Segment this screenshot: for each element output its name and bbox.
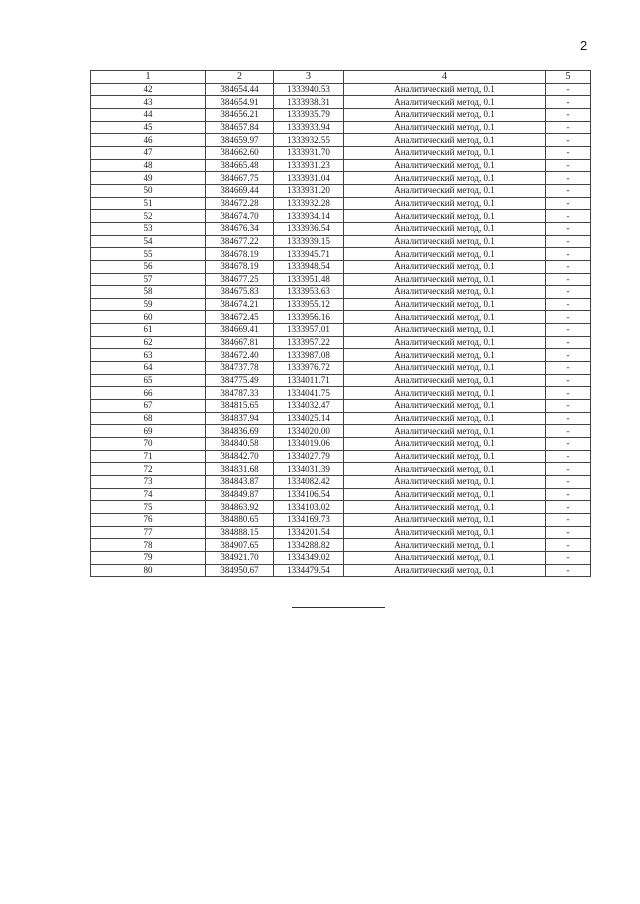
cell-y: 1334288.82 [274, 539, 344, 552]
cell-point-number: 80 [91, 564, 206, 577]
table-row [91, 336, 591, 349]
cell-point-number: 45 [91, 121, 206, 134]
cell-x: 384837.94 [206, 412, 274, 425]
table-row [91, 539, 591, 552]
cell-x: 384815.65 [206, 400, 274, 413]
cell-method: Аналитический метод, 0.1 [344, 273, 546, 286]
cell-method: Аналитический метод, 0.1 [344, 172, 546, 185]
cell-x: 384654.44 [206, 83, 274, 96]
column-header-x: 2 [206, 71, 274, 84]
cell-y: 1333956.16 [274, 311, 344, 324]
cell-y: 1333934.14 [274, 210, 344, 223]
cell-point-number: 56 [91, 260, 206, 273]
cell-description: - [546, 488, 591, 501]
cell-y: 1333931.04 [274, 172, 344, 185]
table-row [91, 387, 591, 400]
cell-method: Аналитический метод, 0.1 [344, 286, 546, 299]
table-row [91, 463, 591, 476]
table-row [91, 298, 591, 311]
table-row [91, 134, 591, 147]
cell-x: 384674.70 [206, 210, 274, 223]
table-row [91, 222, 591, 235]
cell-method: Аналитический метод, 0.1 [344, 362, 546, 375]
cell-description: - [546, 108, 591, 121]
cell-y: 1334011.71 [274, 374, 344, 387]
table-row [91, 476, 591, 489]
cell-y: 1333931.20 [274, 184, 344, 197]
cell-x: 384921.70 [206, 551, 274, 564]
cell-y: 1333932.55 [274, 134, 344, 147]
cell-description: - [546, 526, 591, 539]
cell-description: - [546, 463, 591, 476]
table-row [91, 311, 591, 324]
cell-y: 1334031.39 [274, 463, 344, 476]
cell-point-number: 68 [91, 412, 206, 425]
cell-description: - [546, 260, 591, 273]
cell-x: 384831.68 [206, 463, 274, 476]
cell-description: - [546, 298, 591, 311]
cell-description: - [546, 83, 591, 96]
cell-y: 1333940.53 [274, 83, 344, 96]
cell-method: Аналитический метод, 0.1 [344, 349, 546, 362]
cell-y: 1334041.75 [274, 387, 344, 400]
cell-x: 384849.87 [206, 488, 274, 501]
cell-description: - [546, 501, 591, 514]
cell-y: 1334027.79 [274, 450, 344, 463]
column-header-method: 4 [344, 71, 546, 84]
cell-y: 1333932.28 [274, 197, 344, 210]
cell-method: Аналитический метод, 0.1 [344, 488, 546, 501]
cell-method: Аналитический метод, 0.1 [344, 463, 546, 476]
cell-x: 384880.65 [206, 513, 274, 526]
cell-description: - [546, 539, 591, 552]
cell-point-number: 54 [91, 235, 206, 248]
cell-point-number: 63 [91, 349, 206, 362]
cell-description: - [546, 564, 591, 577]
cell-method: Аналитический метод, 0.1 [344, 260, 546, 273]
cell-x: 384672.40 [206, 349, 274, 362]
table-row [91, 400, 591, 413]
cell-method: Аналитический метод, 0.1 [344, 564, 546, 577]
table-row [91, 374, 591, 387]
cell-point-number: 44 [91, 108, 206, 121]
cell-point-number: 53 [91, 222, 206, 235]
cell-x: 384672.45 [206, 311, 274, 324]
cell-method: Аналитический метод, 0.1 [344, 235, 546, 248]
cell-x: 384863.92 [206, 501, 274, 514]
cell-y: 1333945.71 [274, 248, 344, 261]
cell-x: 384836.69 [206, 425, 274, 438]
cell-point-number: 77 [91, 526, 206, 539]
cell-x: 384672.28 [206, 197, 274, 210]
cell-method: Аналитический метод, 0.1 [344, 513, 546, 526]
cell-point-number: 52 [91, 210, 206, 223]
table-row [91, 412, 591, 425]
table-row [91, 564, 591, 577]
cell-point-number: 59 [91, 298, 206, 311]
cell-y: 1333955.12 [274, 298, 344, 311]
table-row [91, 501, 591, 514]
cell-method: Аналитический метод, 0.1 [344, 121, 546, 134]
cell-point-number: 43 [91, 96, 206, 109]
cell-method: Аналитический метод, 0.1 [344, 400, 546, 413]
cell-method: Аналитический метод, 0.1 [344, 501, 546, 514]
cell-y: 1333935.79 [274, 108, 344, 121]
cell-description: - [546, 197, 591, 210]
cell-y: 1334106.54 [274, 488, 344, 501]
cell-point-number: 58 [91, 286, 206, 299]
cell-y: 1333987.08 [274, 349, 344, 362]
cell-description: - [546, 248, 591, 261]
cell-x: 384677.22 [206, 235, 274, 248]
cell-point-number: 51 [91, 197, 206, 210]
cell-method: Аналитический метод, 0.1 [344, 551, 546, 564]
column-header-point-number: 1 [91, 71, 206, 84]
cell-x: 384657.84 [206, 121, 274, 134]
coordinates-table-body [91, 71, 591, 577]
table-row [91, 438, 591, 451]
cell-y: 1333936.54 [274, 222, 344, 235]
cell-description: - [546, 425, 591, 438]
cell-description: - [546, 210, 591, 223]
cell-y: 1333976.72 [274, 362, 344, 375]
table-row [91, 286, 591, 299]
cell-method: Аналитический метод, 0.1 [344, 374, 546, 387]
cell-method: Аналитический метод, 0.1 [344, 324, 546, 337]
cell-point-number: 69 [91, 425, 206, 438]
cell-x: 384669.44 [206, 184, 274, 197]
cell-method: Аналитический метод, 0.1 [344, 96, 546, 109]
cell-y: 1333931.23 [274, 159, 344, 172]
cell-description: - [546, 311, 591, 324]
cell-description: - [546, 96, 591, 109]
cell-method: Аналитический метод, 0.1 [344, 526, 546, 539]
cell-method: Аналитический метод, 0.1 [344, 425, 546, 438]
cell-x: 384775.49 [206, 374, 274, 387]
cell-method: Аналитический метод, 0.1 [344, 539, 546, 552]
cell-x: 384678.19 [206, 260, 274, 273]
cell-y: 1334349.02 [274, 551, 344, 564]
cell-x: 384888.15 [206, 526, 274, 539]
cell-point-number: 57 [91, 273, 206, 286]
cell-x: 384843.87 [206, 476, 274, 489]
cell-y: 1333951.48 [274, 273, 344, 286]
table-row [91, 488, 591, 501]
cell-point-number: 50 [91, 184, 206, 197]
coordinates-table [90, 70, 591, 577]
cell-method: Аналитический метод, 0.1 [344, 412, 546, 425]
cell-method: Аналитический метод, 0.1 [344, 184, 546, 197]
table-row [91, 260, 591, 273]
cell-description: - [546, 551, 591, 564]
cell-x: 384840.58 [206, 438, 274, 451]
cell-x: 384656.21 [206, 108, 274, 121]
cell-method: Аналитический метод, 0.1 [344, 387, 546, 400]
cell-point-number: 67 [91, 400, 206, 413]
table-row [91, 159, 591, 172]
cell-description: - [546, 374, 591, 387]
cell-x: 384737.78 [206, 362, 274, 375]
cell-point-number: 46 [91, 134, 206, 147]
cell-x: 384674.21 [206, 298, 274, 311]
cell-description: - [546, 172, 591, 185]
table-row [91, 551, 591, 564]
table-row [91, 172, 591, 185]
cell-point-number: 74 [91, 488, 206, 501]
cell-x: 384675.83 [206, 286, 274, 299]
cell-point-number: 48 [91, 159, 206, 172]
table-header-row [91, 71, 591, 84]
cell-x: 384659.97 [206, 134, 274, 147]
cell-point-number: 65 [91, 374, 206, 387]
cell-description: - [546, 146, 591, 159]
cell-point-number: 78 [91, 539, 206, 552]
cell-y: 1333953.63 [274, 286, 344, 299]
table-row [91, 513, 591, 526]
cell-method: Аналитический метод, 0.1 [344, 438, 546, 451]
cell-x: 384678.19 [206, 248, 274, 261]
cell-point-number: 72 [91, 463, 206, 476]
cell-description: - [546, 286, 591, 299]
table-row [91, 324, 591, 337]
cell-point-number: 62 [91, 336, 206, 349]
cell-point-number: 49 [91, 172, 206, 185]
cell-y: 1333957.22 [274, 336, 344, 349]
cell-y: 1334103.02 [274, 501, 344, 514]
cell-x: 384662.60 [206, 146, 274, 159]
cell-x: 384667.75 [206, 172, 274, 185]
cell-point-number: 70 [91, 438, 206, 451]
cell-point-number: 55 [91, 248, 206, 261]
cell-method: Аналитический метод, 0.1 [344, 336, 546, 349]
table-row [91, 184, 591, 197]
cell-y: 1334032.47 [274, 400, 344, 413]
cell-method: Аналитический метод, 0.1 [344, 248, 546, 261]
cell-x: 384907.65 [206, 539, 274, 552]
cell-description: - [546, 513, 591, 526]
cell-point-number: 71 [91, 450, 206, 463]
table-row [91, 121, 591, 134]
cell-description: - [546, 438, 591, 451]
cell-x: 384667.81 [206, 336, 274, 349]
cell-y: 1333948.54 [274, 260, 344, 273]
table-row [91, 248, 591, 261]
cell-point-number: 64 [91, 362, 206, 375]
cell-x: 384665.48 [206, 159, 274, 172]
cell-point-number: 61 [91, 324, 206, 337]
cell-description: - [546, 324, 591, 337]
cell-x: 384669.41 [206, 324, 274, 337]
column-header-description: 5 [546, 71, 591, 84]
cell-y: 1334025.14 [274, 412, 344, 425]
cell-point-number: 60 [91, 311, 206, 324]
cell-method: Аналитический метод, 0.1 [344, 311, 546, 324]
cell-point-number: 79 [91, 551, 206, 564]
cell-y: 1334020.00 [274, 425, 344, 438]
cell-x: 384677.25 [206, 273, 274, 286]
table-row [91, 526, 591, 539]
cell-method: Аналитический метод, 0.1 [344, 298, 546, 311]
cell-description: - [546, 235, 591, 248]
cell-x: 384842.70 [206, 450, 274, 463]
cell-description: - [546, 184, 591, 197]
cell-description: - [546, 336, 591, 349]
cell-method: Аналитический метод, 0.1 [344, 134, 546, 147]
table-row [91, 108, 591, 121]
cell-y: 1334082.42 [274, 476, 344, 489]
cell-point-number: 75 [91, 501, 206, 514]
cell-y: 1333957.01 [274, 324, 344, 337]
table-row [91, 425, 591, 438]
cell-method: Аналитический метод, 0.1 [344, 146, 546, 159]
cell-description: - [546, 387, 591, 400]
cell-description: - [546, 362, 591, 375]
table-row [91, 83, 591, 96]
cell-description: - [546, 400, 591, 413]
cell-point-number: 66 [91, 387, 206, 400]
cell-description: - [546, 476, 591, 489]
cell-description: - [546, 349, 591, 362]
cell-point-number: 47 [91, 146, 206, 159]
cell-x: 384676.34 [206, 222, 274, 235]
table-row [91, 273, 591, 286]
table-row [91, 362, 591, 375]
table-row [91, 146, 591, 159]
cell-y: 1334019.06 [274, 438, 344, 451]
cell-method: Аналитический метод, 0.1 [344, 83, 546, 96]
cell-description: - [546, 134, 591, 147]
cell-y: 1333938.31 [274, 96, 344, 109]
cell-x: 384950.67 [206, 564, 274, 577]
end-of-document-line [292, 607, 385, 608]
cell-description: - [546, 222, 591, 235]
cell-method: Аналитический метод, 0.1 [344, 210, 546, 223]
table-row [91, 349, 591, 362]
cell-y: 1334479.54 [274, 564, 344, 577]
cell-description: - [546, 273, 591, 286]
cell-description: - [546, 159, 591, 172]
cell-point-number: 73 [91, 476, 206, 489]
cell-y: 1334169.73 [274, 513, 344, 526]
table-row [91, 235, 591, 248]
column-header-y: 3 [274, 71, 344, 84]
page-number: 2 [580, 38, 588, 53]
cell-method: Аналитический метод, 0.1 [344, 108, 546, 121]
cell-y: 1334201.54 [274, 526, 344, 539]
cell-method: Аналитический метод, 0.1 [344, 197, 546, 210]
cell-y: 1333931.70 [274, 146, 344, 159]
cell-description: - [546, 121, 591, 134]
table-row [91, 197, 591, 210]
cell-y: 1333939.15 [274, 235, 344, 248]
cell-point-number: 42 [91, 83, 206, 96]
table-row [91, 96, 591, 109]
cell-point-number: 76 [91, 513, 206, 526]
table-row [91, 450, 591, 463]
cell-y: 1333933.94 [274, 121, 344, 134]
cell-method: Аналитический метод, 0.1 [344, 476, 546, 489]
cell-x: 384654.91 [206, 96, 274, 109]
cell-description: - [546, 450, 591, 463]
cell-method: Аналитический метод, 0.1 [344, 159, 546, 172]
cell-method: Аналитический метод, 0.1 [344, 222, 546, 235]
cell-method: Аналитический метод, 0.1 [344, 450, 546, 463]
cell-description: - [546, 412, 591, 425]
table-row [91, 210, 591, 223]
cell-x: 384787.33 [206, 387, 274, 400]
